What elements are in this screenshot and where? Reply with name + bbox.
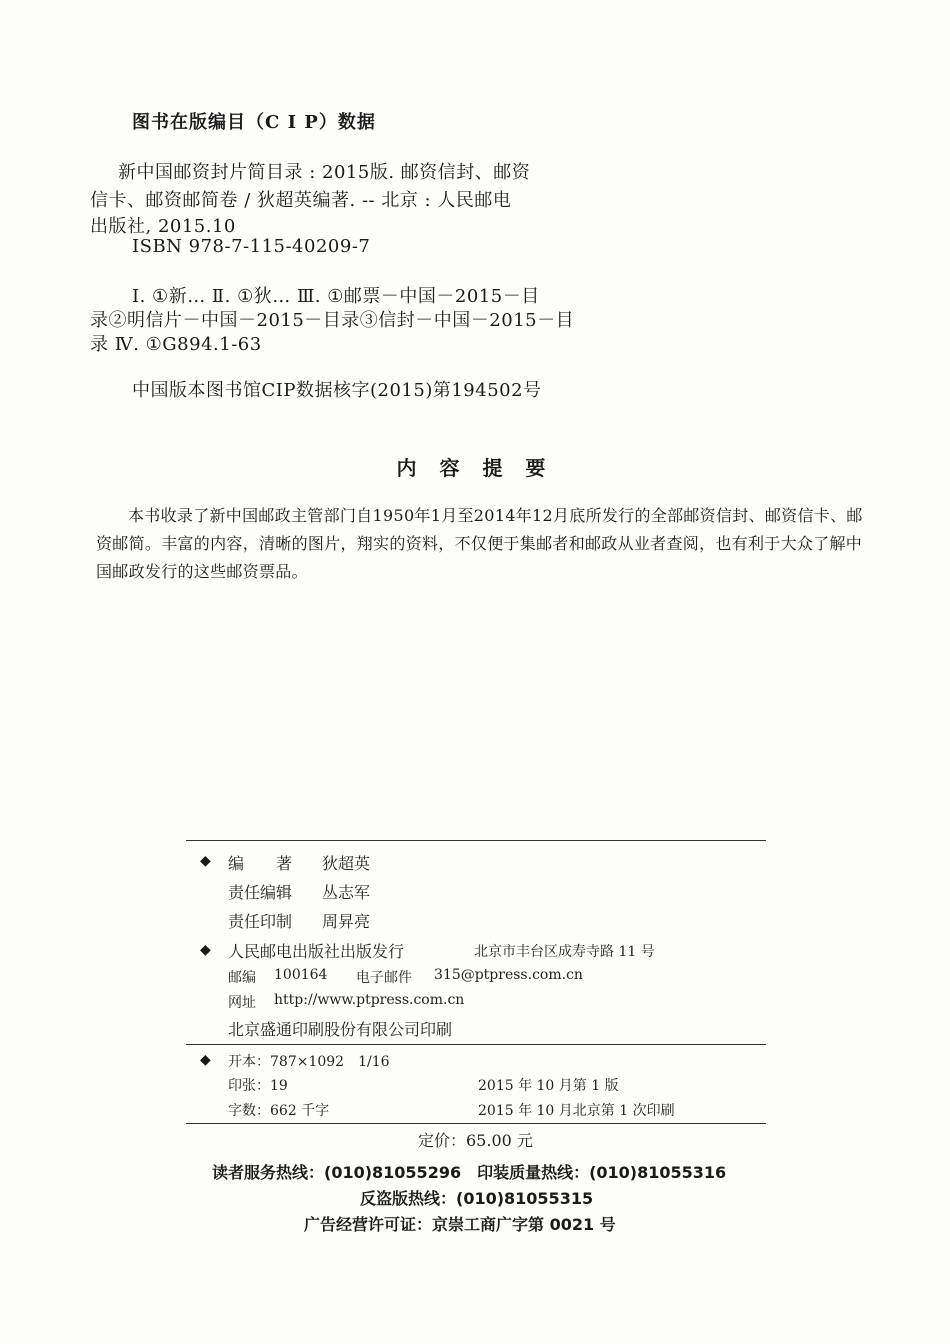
cip-line-6: 录②明信片－中国－2015－目录③信封－中国－2015－目 xyxy=(90,310,575,331)
price: 定价：65.00 元 xyxy=(418,1131,533,1150)
postcode-label: 邮编 xyxy=(228,970,256,986)
middle-rule xyxy=(186,1044,766,1045)
printer: 北京盛通印刷股份有限公司印刷 xyxy=(228,1020,453,1039)
author-name: 狄超英 xyxy=(322,854,371,873)
cip-line-1: 新中国邮资封片简目录 : 2015版. 邮资信封、邮资 xyxy=(118,162,531,183)
summary-title: 内 容 提 要 xyxy=(396,456,554,480)
top-rule xyxy=(186,840,766,841)
advertising-license: 广告经营许可证：京崇工商广字第 0021 号 xyxy=(304,1215,616,1234)
word-count: 字数：662 千字 xyxy=(228,1103,330,1119)
web-label: 网址 xyxy=(228,995,256,1011)
email: 315@ptpress.com.cn xyxy=(434,967,583,983)
cip-line-2: 信卡、邮资邮简卷 / 狄超英编著. -- 北京 : 人民邮电 xyxy=(90,190,512,211)
bullet-diamond-2: ◆ xyxy=(200,942,211,958)
cip-line-5: Ⅰ. ①新… Ⅱ. ①狄… Ⅲ. ①邮票－中国－2015－目 xyxy=(132,286,540,307)
summary-body: 本书收录了新中国邮政主管部门自1950年1月至2014年12月底所发行的全部邮资信封、邮资信卡、邮资邮简。丰富的内容，清晰的图片，翔实的资料，不仅便于集邮者和邮政从业者查阅，也有利于大众了解中国邮政发行的这些邮资票品。 xyxy=(96,506,863,581)
printing-date: 2015 年 10 月北京第 1 次印刷 xyxy=(478,1103,675,1119)
cip-line-7: 录 Ⅳ. ①G894.1-63 xyxy=(90,334,262,355)
service-hotlines: 读者服务热线：(010)81055296 印装质量热线：(010)81055316 xyxy=(212,1163,727,1182)
editor-name: 丛志军 xyxy=(322,883,371,902)
publisher-address: 北京市丰台区成寿寺路 11 号 xyxy=(474,944,655,960)
bullet-diamond-3: ◆ xyxy=(200,1052,211,1068)
cip-line-3: 出版社, 2015.10 xyxy=(90,216,236,237)
cip-isbn: ISBN 978-7-115-40209-7 xyxy=(132,236,371,257)
cip-catalog-number: 中国版本图书馆CIP数据核字(2015)第194502号 xyxy=(132,380,542,401)
printed-sheets: 印张：19 xyxy=(228,1078,288,1094)
bottom-rule xyxy=(186,1123,766,1124)
edition-date: 2015 年 10 月第 1 版 xyxy=(478,1078,619,1094)
bullet-diamond-1: ◆ xyxy=(200,853,211,869)
website: http://www.ptpress.com.cn xyxy=(274,992,465,1008)
anti-piracy-hotline: 反盗版热线：(010)81055315 xyxy=(360,1189,594,1208)
book-format: 开本：787×1092 1/16 xyxy=(228,1054,390,1070)
cip-title: 图书在版编目（C I P）数据 xyxy=(132,112,376,133)
author-label: 编 著 xyxy=(228,854,293,873)
publisher: 人民邮电出版社出版发行 xyxy=(228,942,405,961)
email-label: 电子邮件 xyxy=(356,970,412,986)
postcode: 100164 xyxy=(274,967,328,983)
print-supervisor-name: 周昇亮 xyxy=(322,912,371,931)
editor-label: 责任编辑 xyxy=(228,883,293,902)
print-supervisor-label: 责任印制 xyxy=(228,912,293,931)
